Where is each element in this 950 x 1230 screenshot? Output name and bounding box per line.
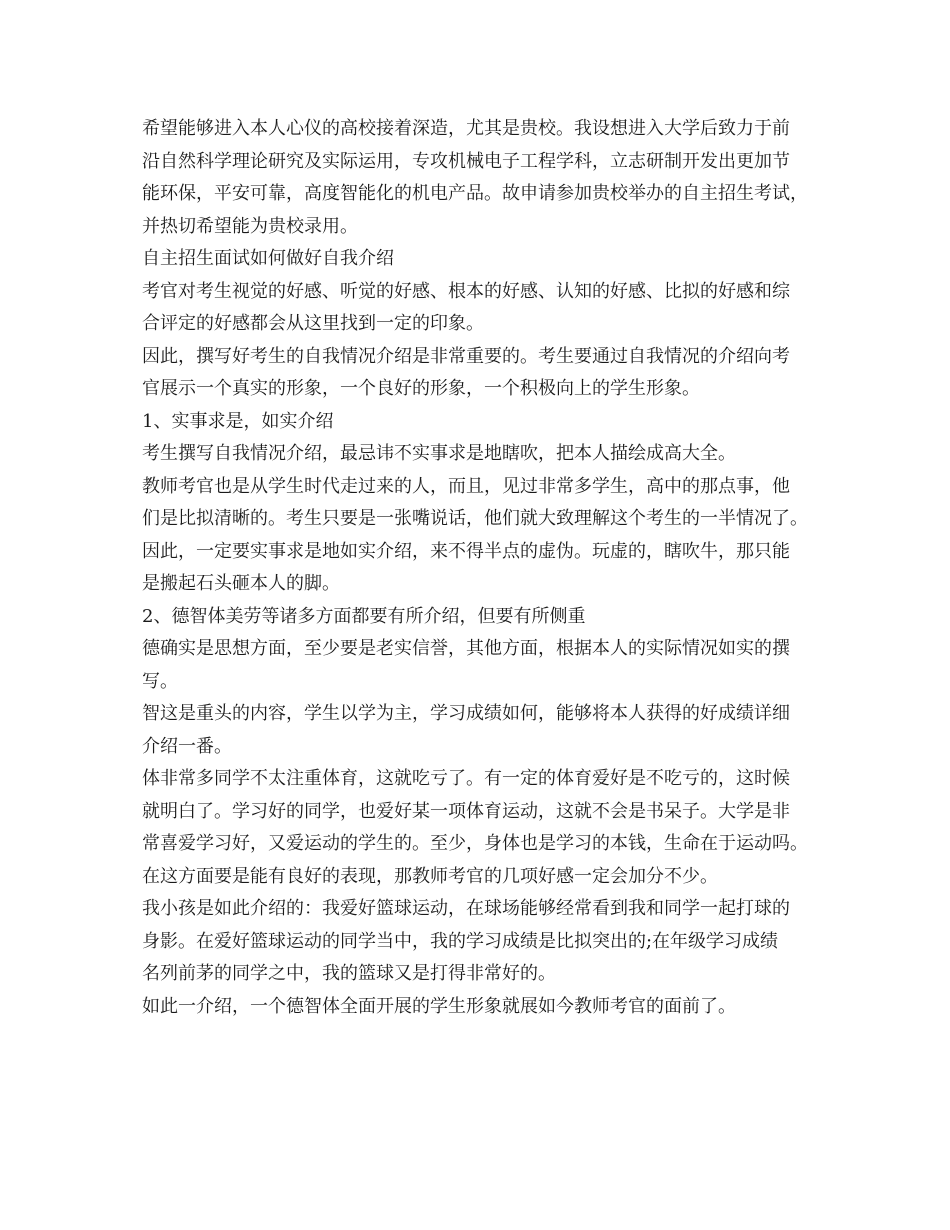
text-line: 因此，一定要实事求是地如实介绍，来不得半点的虚伪。玩虚的，瞎吹牛，那只能 — [142, 540, 790, 562]
document-body — [142, 113, 832, 1023]
text-line: 智这是重头的内容，学生以学为主，学习成绩如何，能够将本人获得的好成绩详细 — [142, 703, 790, 724]
text-line: 考官对考生视觉的好感、听觉的好感、根本的好感、认知的好感、比拟的好感和综 — [142, 280, 790, 302]
text-line: 常喜爱学习好，又爱运动的学生的。至少，身体也是学习的本钱，生命在于运动吗。 — [142, 833, 808, 854]
text-line: 体非常多同学不太注重体育，这就吃亏了。有一定的体育爱好是不吃亏的，这时候 — [142, 768, 790, 789]
text-line: 在这方面要是能有良好的表现，那教师考官的几项好感一定会加分不少。 — [142, 865, 718, 887]
text-line: 因此，撰写好考生的自我情况介绍是非常重要的。考生要通过自我情况的介绍向考 — [142, 345, 790, 367]
text-line: 如此一介绍，一个德智体全面开展的学生形象就展如今教师考官的面前了。 — [142, 995, 736, 1017]
text-line: 合评定的好感都会从这里找到一定的印象。 — [142, 313, 484, 334]
text-line: 们是比拟清晰的。考生只要是一张嘴说话，他们就大致理解这个考生的一半情况了。 — [142, 508, 808, 529]
text-line: 我小孩是如此介绍的：我爱好篮球运动，在球场能够经常看到我和同学一起打球的 — [142, 898, 790, 919]
text-line: 希望能够进入本人心仪的高校接着深造，尤其是贵校。我设想进入大学后致力于前 — [142, 118, 790, 139]
text-line: 写。 — [142, 670, 178, 692]
text-line: 官展示一个真实的形象，一个良好的形象，一个积极向上的学生形象。 — [142, 378, 700, 399]
text-line: 并热切希望能为贵校录用。 — [142, 215, 358, 237]
numbered-heading: 2、德智体美劳等诸多方面都要有所介绍，但要有所侧重 — [142, 605, 586, 627]
text-line: 德确实是思想方面，至少要是老实信誉，其他方面，根据本人的实际情况如实的撰 — [142, 638, 790, 659]
text-line: 就明白了。学习好的同学，也爱好某一项体育运动，这就不会是书呆子。大学是非 — [142, 800, 790, 822]
text-line: 能环保，平安可靠，高度智能化的机电产品。故申请参加贵校举办的自主招生考试， — [142, 183, 808, 204]
text-line: 是搬起石头砸本人的脚。 — [142, 573, 340, 594]
text-line: 考生撰写自我情况介绍，最忌讳不实事求是地瞎吹，把本人描绘成高大全。 — [142, 443, 736, 464]
text-line: 身影。在爱好篮球运动的同学当中，我的学习成绩是比拟突出的;在年级学习成绩 — [142, 930, 779, 952]
section-heading: 自主招生面试如何做好自我介绍 — [142, 248, 394, 269]
text-line: 介绍一番。 — [142, 735, 232, 757]
text-line: 名列前茅的同学之中，我的篮球又是打得非常好的。 — [142, 963, 556, 984]
text-line: 教师考官也是从学生时代走过来的人，而且，见过非常多学生，高中的那点事，他 — [142, 475, 790, 497]
text-line: 沿自然科学理论研究及实际运用，专攻机械电子工程学科，立志研制开发出更加节 — [142, 150, 790, 172]
numbered-heading: 1、实事求是，如实介绍 — [142, 410, 334, 432]
